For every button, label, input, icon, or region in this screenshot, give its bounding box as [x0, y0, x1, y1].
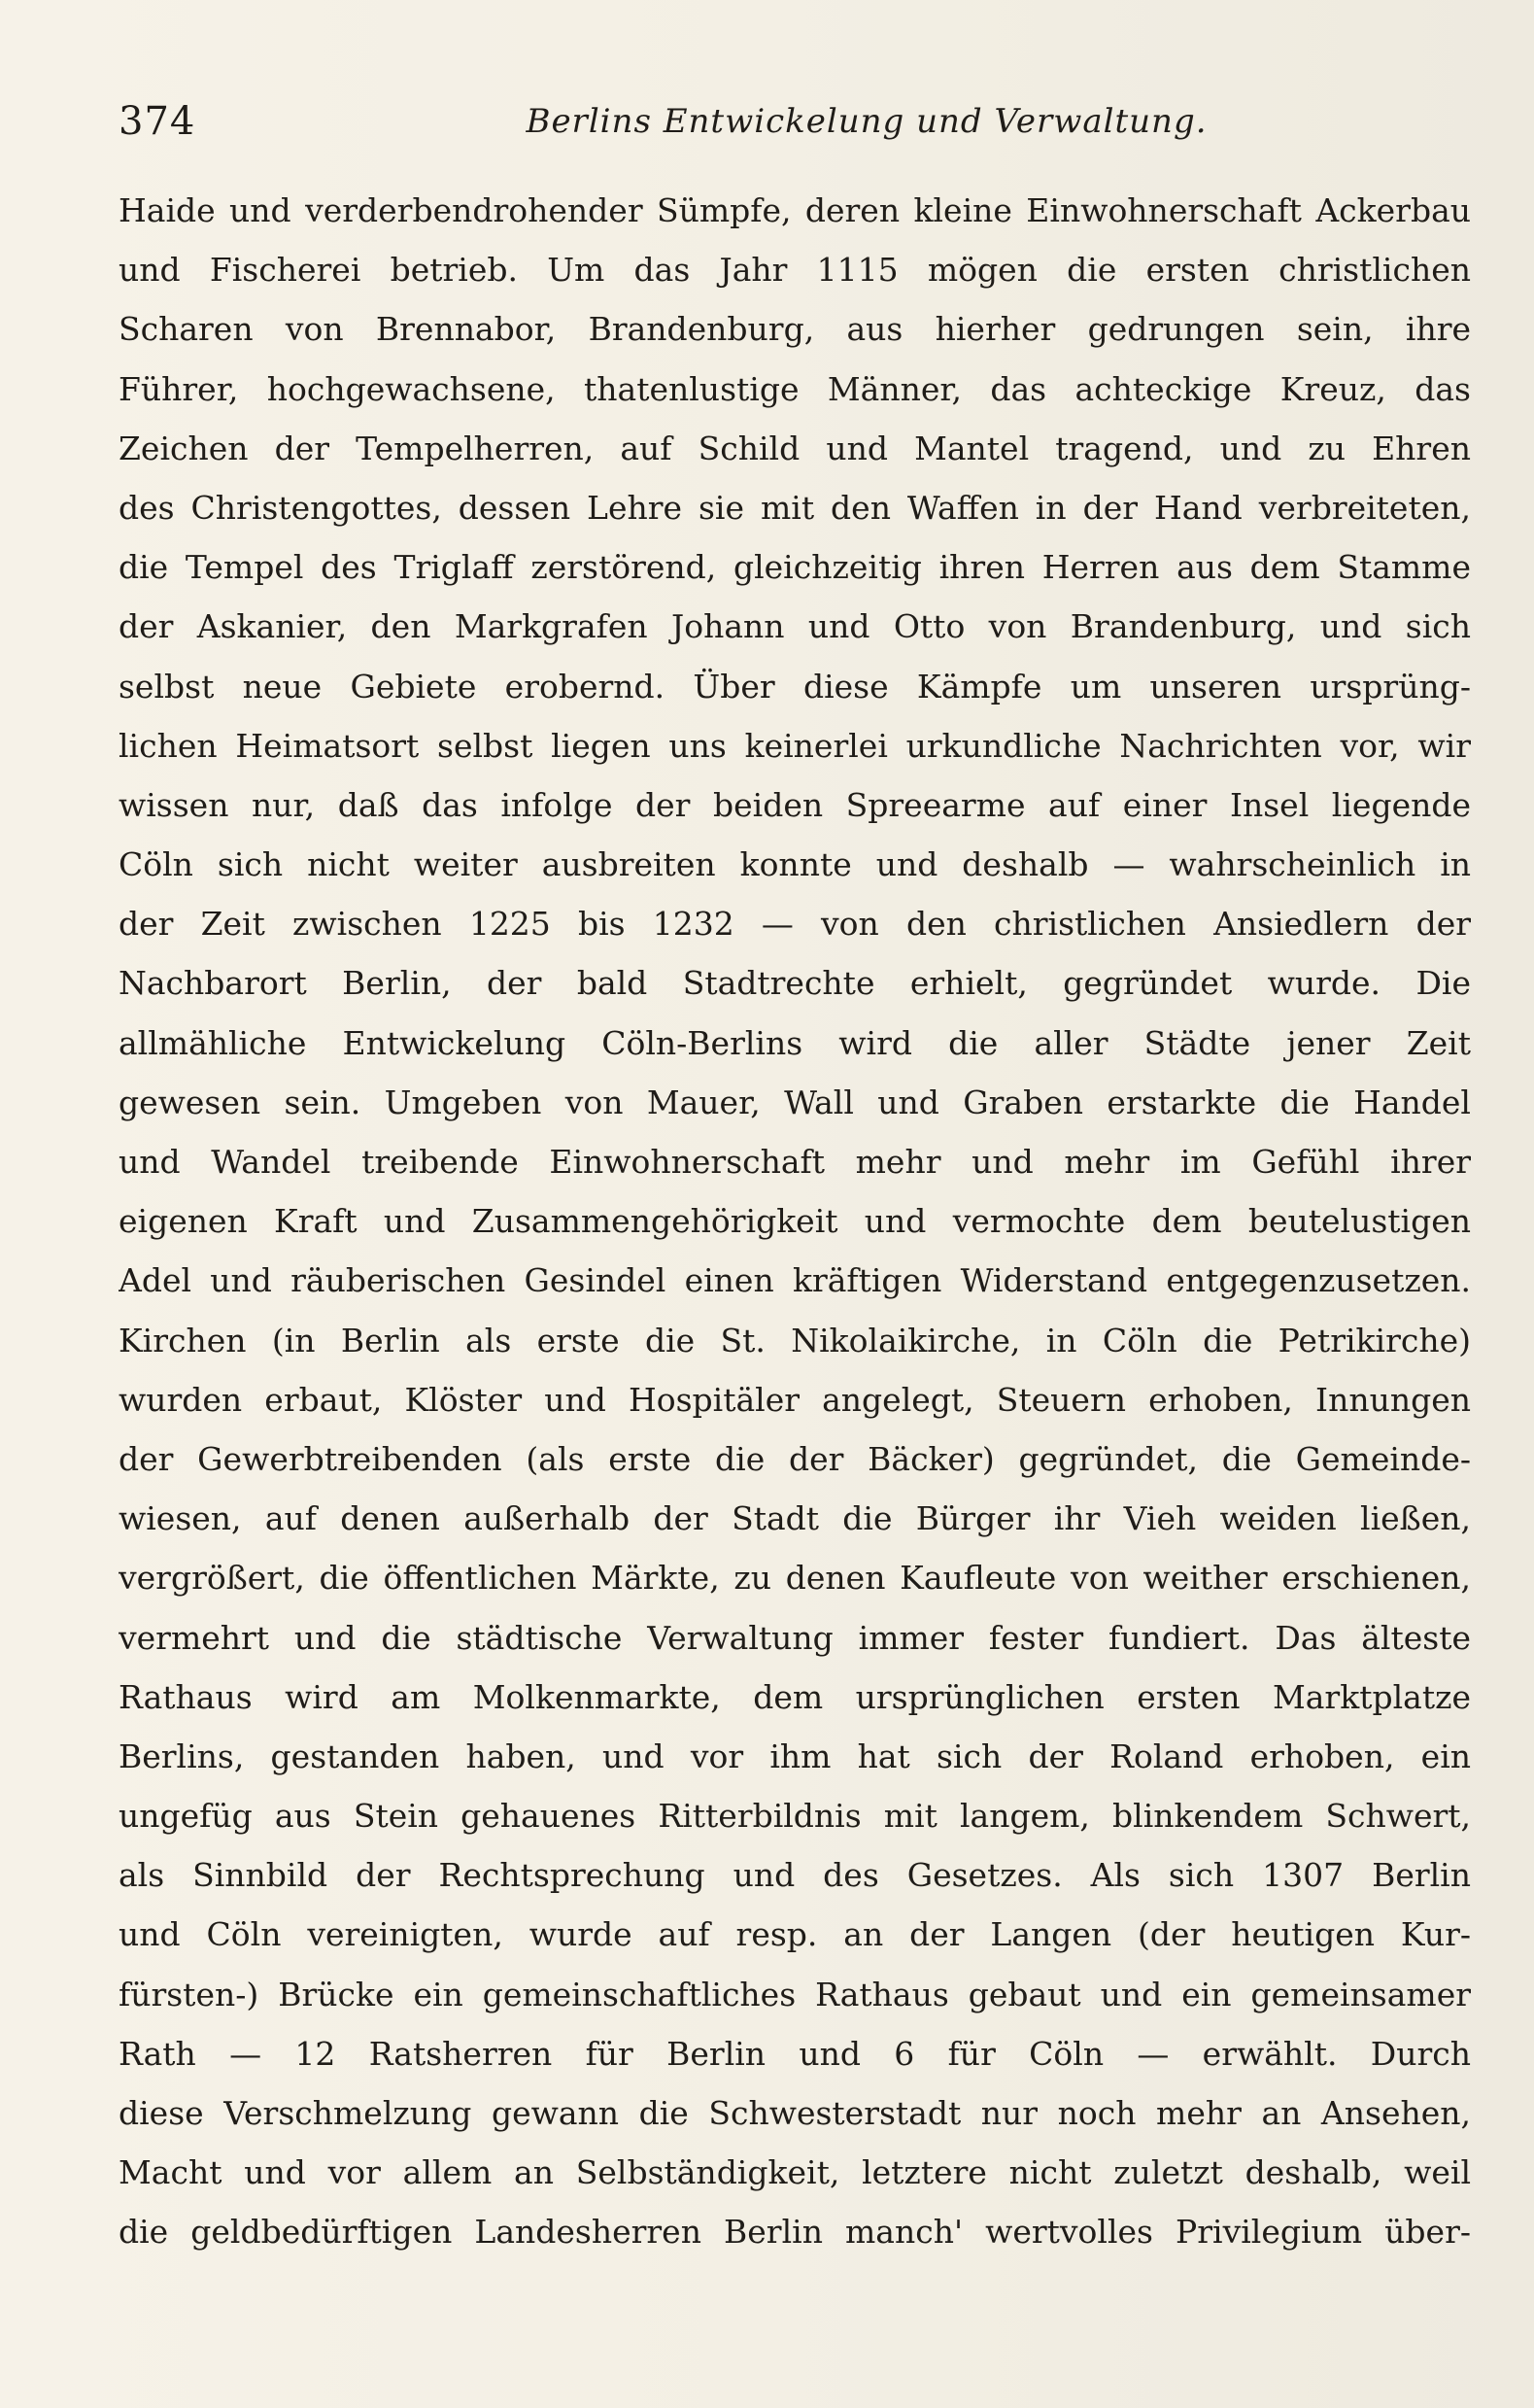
body-text: [119, 181, 1471, 2262]
text-line: Berlins, gestanden haben, und vor ihm hat sich der Roland erhoben, ein: [119, 1737, 1471, 1775]
text-line: Adel und räuberischen Gesindel einen kräftigen Widerstand entgegenzusetzen.: [119, 1261, 1471, 1300]
text-line: eigenen Kraft und Zusammengehörigkeit und vermochte dem beutelustigen: [119, 1202, 1471, 1241]
text-line: die Tempel des Triglaff zerstörend, gleichzeitig ihren Herren aus dem Stamme: [119, 548, 1471, 587]
text-line: Scharen von Brennabor, Brandenburg, aus hierher gedrungen sein, ihre: [119, 310, 1471, 349]
text-line: Kirchen (in Berlin als erste die St. Nikolaikirche, in Cöln die Petrikirche): [119, 1321, 1471, 1359]
text-line: wiesen, auf denen außerhalb der Stadt die Bürger ihr Vieh weiden ließen,: [119, 1499, 1471, 1538]
text-line: Macht und vor allem an Selbständigkeit, letztere nicht zuletzt deshalb, weil: [119, 2153, 1471, 2192]
text-line: Nachbarort Berlin, der bald Stadtrechte erhielt, gegründet wurde. Die: [119, 964, 1471, 1003]
text-line: wissen nur, daß das infolge der beiden Spreearme auf einer Insel liegende: [119, 785, 1471, 824]
text-line: vergrößert, die öffentlichen Märkte, zu denen Kaufleute von weither erschienen,: [119, 1559, 1471, 1598]
text-line: und Fischerei betrieb. Um das Jahr 1115 mögen die ersten christlichen: [119, 251, 1471, 290]
text-line: wurden erbaut, Klöster und Hospitäler angelegt, Steuern erhoben, Innungen: [119, 1380, 1471, 1419]
text-line: Haide und verderbendrohender Sümpfe, deren kleine Einwohnerschaft Ackerbau: [119, 191, 1471, 229]
text-line: Rath — 12 Ratsherren für Berlin und 6 für Cöln — erwählt. Durch: [119, 2034, 1471, 2073]
running-head: [119, 97, 1474, 146]
text-line: Zeichen der Tempelherren, auf Schild und Mantel tragend, und zu Ehren: [119, 429, 1471, 467]
text-line: allmähliche Entwickelung Cöln-Berlins wird die aller Städte jener Zeit: [119, 1023, 1471, 1062]
text-line: gewesen sein. Umgeben von Mauer, Wall und Graben erstarkte die Handel: [119, 1083, 1471, 1121]
text-line: lichen Heimatsort selbst liegen uns keinerlei urkundliche Nachrichten vor, wir: [119, 726, 1471, 765]
text-line: Rathaus wird am Molkenmarkte, dem ursprünglichen ersten Marktplatze: [119, 1677, 1471, 1716]
text-line: ungefüg aus Stein gehauenes Ritterbildnis mit langem, blinkendem Schwert,: [119, 1797, 1471, 1836]
text-line: diese Verschmelzung gewann die Schwesterstadt nur noch mehr an Ansehen,: [119, 2094, 1471, 2132]
text-line: Cöln sich nicht weiter ausbreiten konnte und deshalb — wahrscheinlich in: [119, 845, 1471, 884]
text-line: Führer, hochgewachsene, thatenlustige Männer, das achteckige Kreuz, das: [119, 369, 1471, 408]
text-line: vermehrt und die städtische Verwaltung immer fester fundiert. Das älteste: [119, 1618, 1471, 1657]
page-number: 374: [119, 99, 196, 144]
text-line: und Cöln vereinigten, wurde auf resp. an der Langen (der heutigen Kur-: [119, 1915, 1471, 1954]
text-line: die geldbedürftigen Landesherren Berlin manch' wertvolles Privilegium über-: [119, 2213, 1471, 2252]
text-line: der Zeit zwischen 1225 bis 1232 — von den christlichen Ansiedlern der: [119, 905, 1471, 944]
text-line: fürsten-) Brücke ein gemeinschaftliches Rathaus gebaut und ein gemeinsamer: [119, 1975, 1471, 2013]
text-line: selbst neue Gebiete erobernd. Über diese Kämpfe um unseren ursprüng-: [119, 667, 1471, 705]
text-line: als Sinnbild der Rechtsprechung und des Gesetzes. Als sich 1307 Berlin: [119, 1856, 1471, 1895]
running-head-title: Berlins Entwickelung und Verwaltung.: [526, 102, 1208, 141]
text-line: der Askanier, den Markgrafen Johann und Otto von Brandenburg, und sich: [119, 607, 1471, 646]
text-line: und Wandel treibende Einwohnerschaft mehr und mehr im Gefühl ihrer: [119, 1143, 1471, 1181]
text-line: der Gewerbtreibenden (als erste die der Bäcker) gegründet, die Gemeinde-: [119, 1439, 1471, 1478]
text-line: des Christengottes, dessen Lehre sie mit den Waffen in der Hand verbreiteten,: [119, 488, 1471, 527]
